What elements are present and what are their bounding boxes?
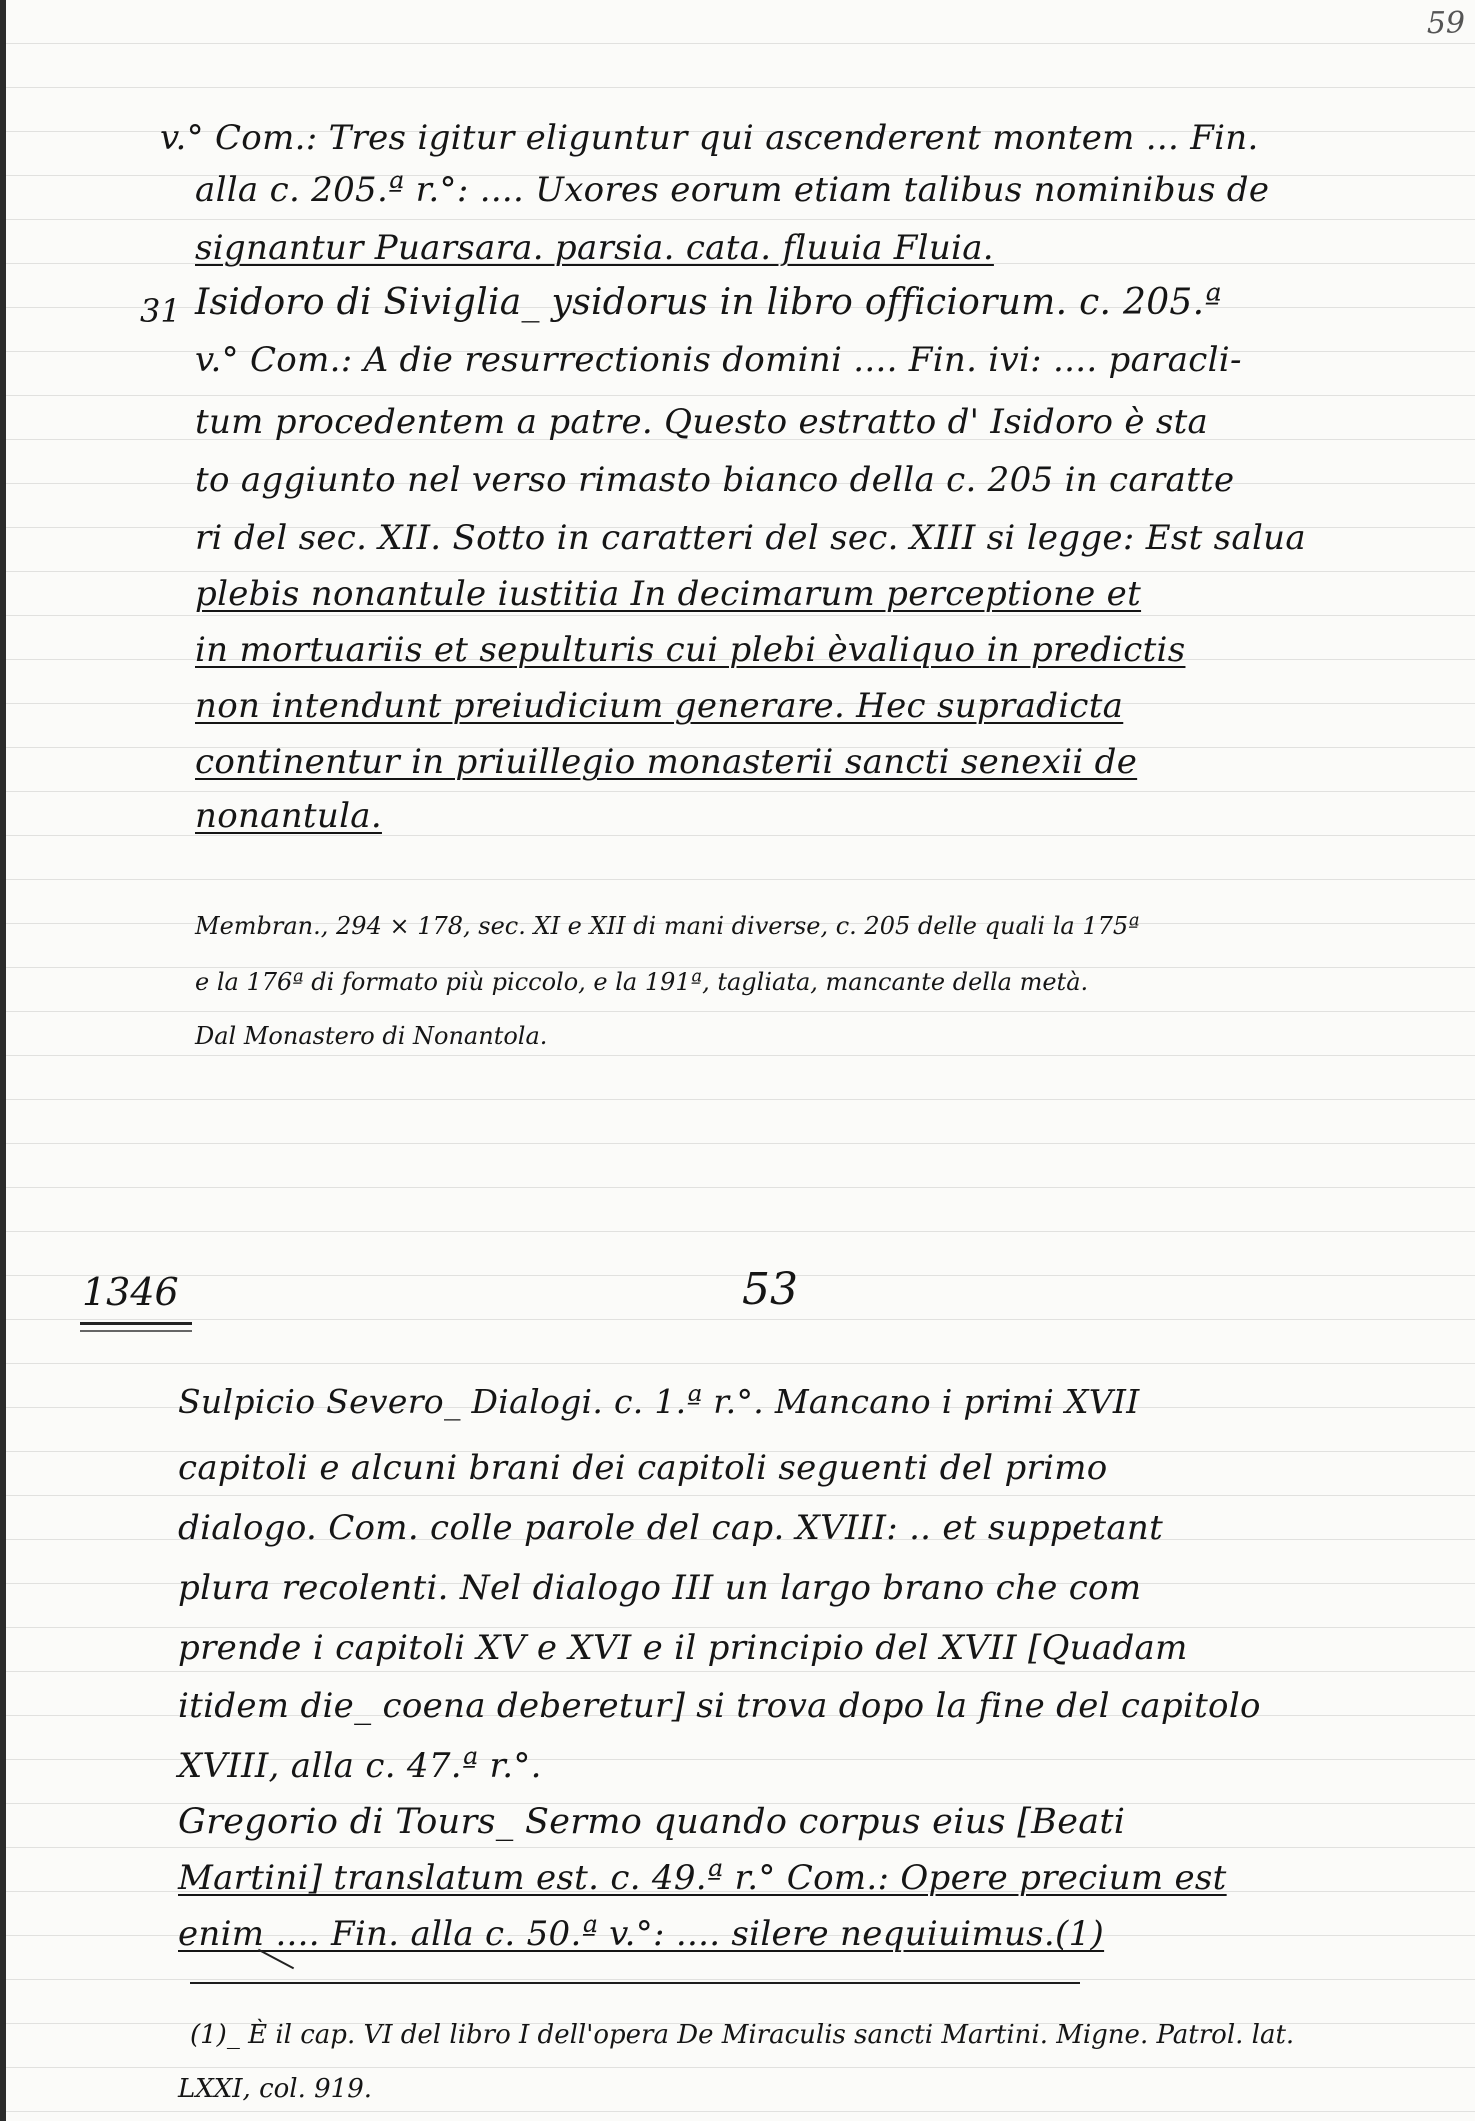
page-left-edge [0, 0, 6, 2121]
entry-31-line-11: non intendunt preiudicium generare. Hec supradicta [195, 686, 1124, 726]
entry-53-line-10: enim .... Fin. alla c. 50.ª v.°: .... silere nequiuimus.(1) [178, 1914, 1105, 1954]
description-note-line-3: Dal Monastero di Nonantola. [195, 1022, 548, 1050]
entry-31-line-5: v.° Com.: A die resurrectionis domini .... Fin. ivi: .... paracli- [195, 340, 1242, 380]
entry-53-gregorio-heading: Gregorio di Tours_ Sermo quando corpus eius [Beati [178, 1802, 1126, 1842]
page-corner-number: 59 [1426, 6, 1465, 41]
entry-31-number: 31 [140, 292, 181, 330]
entry-31-line-13: nonantula. [195, 796, 382, 836]
entry-53-line-6: itidem die_ coena deberetur] si trova dopo la fine del capitolo [178, 1686, 1261, 1726]
entry-53-line-2: capitoli e alcuni brani dei capitoli seguenti del primo [178, 1448, 1108, 1488]
footnote-line-1: (1)_ È il cap. VI del libro I dell'opera De Miraculis sancti Martini. Migne. Patrol. lat. [190, 2020, 1295, 2050]
manuscript-number-underline-2 [80, 1330, 192, 1332]
entry-number: 53 [742, 1264, 798, 1315]
description-note-line-1: Membran., 294 × 178, sec. XI e XII di mani diverse, c. 205 delle quali la 175ª [195, 912, 1140, 940]
manuscript-number-underline [80, 1322, 192, 1325]
entry-53-line-3: dialogo. Com. colle parole del cap. XVIII: .. et suppetant [178, 1508, 1164, 1548]
entry-53-line-9: Martini] translatum est. c. 49.ª r.° Com.: Opere precium est [178, 1858, 1227, 1898]
entry-53-line-7: XVIII, alla c. 47.ª r.°. [178, 1746, 542, 1786]
description-note-line-2: e la 176ª di formato più piccolo, e la 191ª, tagliata, mancante della metà. [195, 968, 1089, 996]
entry-31-line-12: continentur in priuillegio monasterii sancti senexii de [195, 742, 1138, 782]
entry-53-line-4: plura recolenti. Nel dialogo III un largo brano che com [178, 1568, 1142, 1608]
entry-31-line-7: to aggiunto nel verso rimasto bianco della c. 205 in caratte [195, 460, 1235, 500]
entry-31-isidoro-heading: Isidoro di Siviglia_ ysidorus in libro officiorum. c. 205.ª [195, 282, 1222, 323]
entry-31-line-6: tum procedentem a patre. Questo estratto d' Isidoro è sta [195, 402, 1209, 442]
entry-31-line-10: in mortuariis et sepulturis cui plebi èvaliquo in predictis [195, 630, 1186, 670]
entry-31-line-8: ri del sec. XII. Sotto in caratteri del sec. XIII si legge: Est salua [195, 518, 1306, 558]
entry-31-line-1: v.° Com.: Tres igitur eliguntur qui ascenderent montem ... Fin. [160, 118, 1259, 158]
entry-31-line-2: alla c. 205.ª r.°: .... Uxores eorum etiam talibus nominibus de [195, 170, 1270, 210]
entry-31-line-9: plebis nonantule iustitia In decimarum perceptione et [195, 574, 1142, 614]
footnote-rule [190, 1982, 1080, 1984]
footnote-line-2: LXXI, col. 919. [178, 2074, 373, 2104]
entry-53-sulpicio-heading: Sulpicio Severo_ Dialogi. c. 1.ª r.°. Mancano i primi XVII [178, 1382, 1140, 1421]
entry-53-line-5: prende i capitoli XV e XVI e il principio del XVII [Quadam [178, 1628, 1188, 1668]
manuscript-number: 1346 [82, 1270, 179, 1314]
entry-31-line-3: signantur Puarsara. parsia. cata. fluuia Fluia. [195, 228, 994, 268]
